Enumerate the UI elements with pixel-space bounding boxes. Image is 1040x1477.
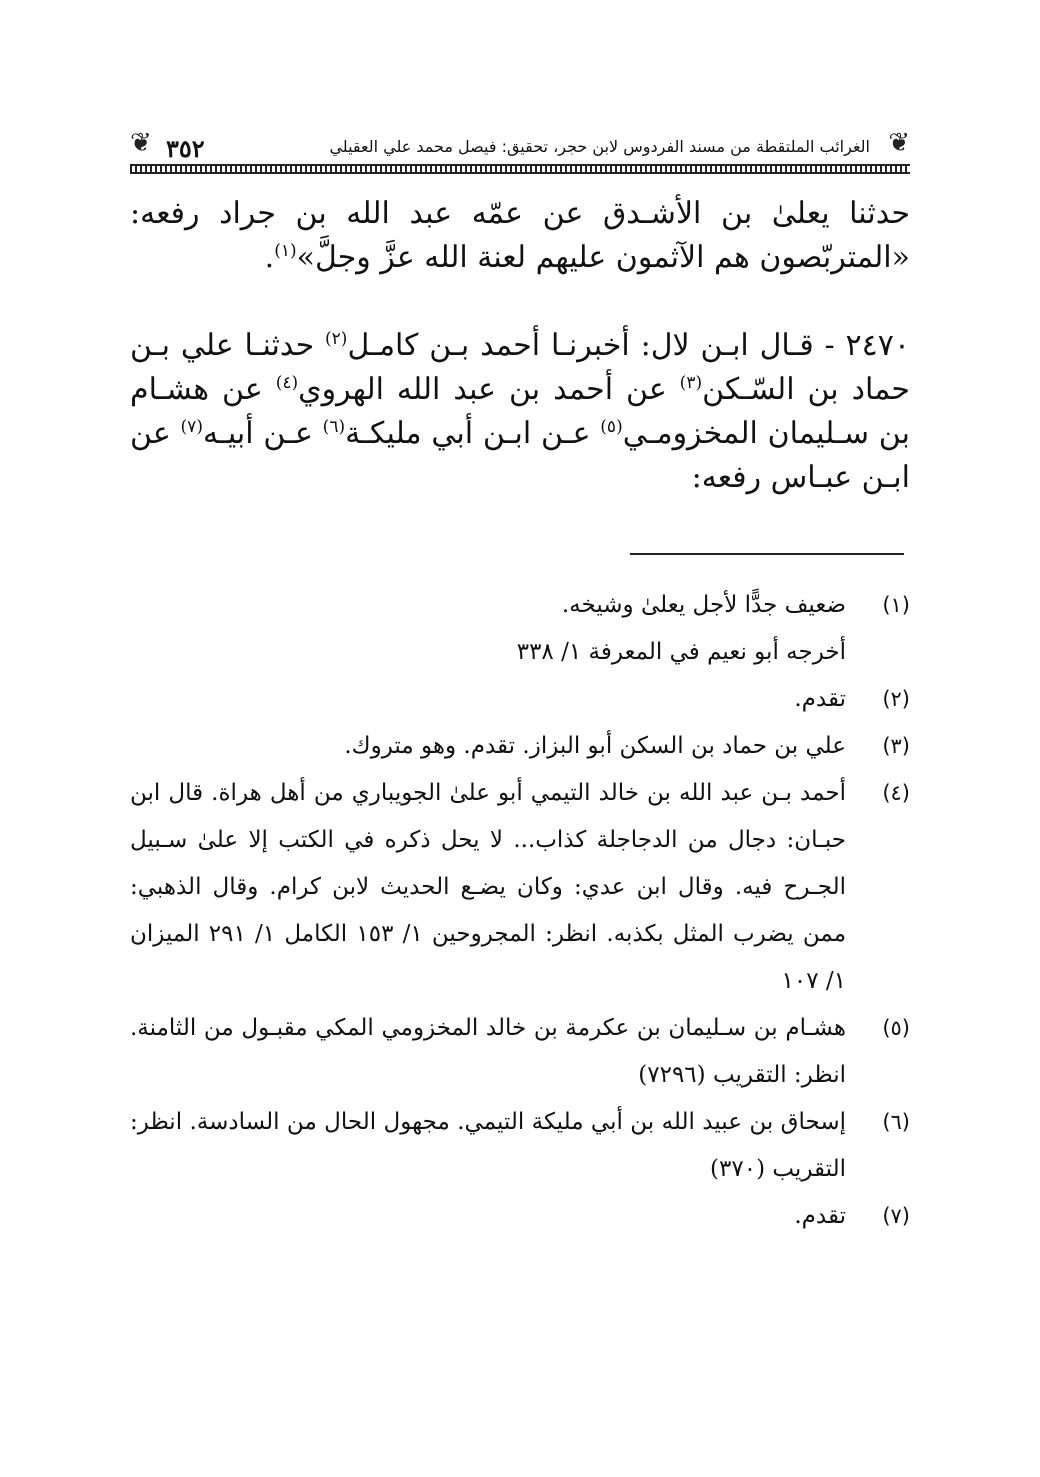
footnote-text: ضعيف جدًّا لأجل يعلىٰ وشيخه. bbox=[561, 592, 846, 618]
footnote-text: هشـام بن سـليمان بن عكرمة بن خالد المخزومي المكي مقبـول من الثامنة. انظر: التقريب (٧٢٩٦) bbox=[130, 1015, 846, 1088]
footnote-2 bbox=[130, 676, 910, 723]
footnote-7 bbox=[130, 1193, 910, 1240]
paragraph-2-seg5: عـن ابـن أبي مليكـة bbox=[345, 416, 601, 451]
footnote-text: تقدم. bbox=[794, 1203, 846, 1229]
page-header bbox=[130, 126, 910, 170]
footnote-number: (٢) bbox=[882, 687, 910, 711]
paragraph-2-seg4: عن هشـام بن سـليمان المخزومـي bbox=[130, 372, 910, 451]
footnote-number: (٤) bbox=[882, 781, 910, 805]
footnote-5 bbox=[130, 1005, 910, 1099]
footnote-4 bbox=[130, 770, 910, 1005]
footnote-ref-3: (٣) bbox=[679, 373, 703, 393]
footnote-ref-5: (٥) bbox=[600, 417, 623, 437]
paragraph-2-seg7: عن ابـن عبـاس رفعه: bbox=[130, 416, 910, 495]
footnote-number: (٧) bbox=[882, 1204, 910, 1228]
footnote-text-extra: أخرجه أبو نعيم في المعرفة ١/ ٣٣٨ bbox=[516, 639, 846, 665]
footnote-text: علي بن حماد بن السكن أبو البزاز. تقدم. وهو متروك. bbox=[344, 733, 846, 759]
footnote-1 bbox=[130, 582, 910, 676]
footnote-number: (٥) bbox=[882, 1016, 910, 1040]
paragraph-1-tail: . bbox=[264, 240, 275, 275]
paragraph-1-text: حدثنا يعلىٰ بن الأشـدق عن عمّه عبد الله بن جراد رفعه: «المتربّصون هم الآثمون عليهم لعنة الله عزَّ وجلَّ» bbox=[130, 196, 910, 275]
footnote-ref-1: (١) bbox=[274, 241, 297, 261]
ornament-right-icon: ❦ bbox=[888, 128, 910, 158]
header-divider bbox=[130, 164, 910, 174]
footnote-number: (٦) bbox=[882, 1110, 910, 1134]
ornament-left-icon: ❦ bbox=[130, 128, 152, 158]
page-number: ٣٥٢ bbox=[166, 134, 205, 163]
footnote-ref-6: (٦) bbox=[322, 417, 346, 437]
paragraph-1 bbox=[130, 192, 910, 280]
paragraph-2-seg2: حدثنـا علي بـن حماد بن السّـكن bbox=[130, 328, 910, 407]
paragraph-2-seg1: ٢٤٧٠ - قـال ابـن لال: أخبرنـا أحمد بـن كامـل bbox=[347, 328, 910, 363]
footnote-number: (١) bbox=[882, 593, 910, 617]
footnote-text: تقدم. bbox=[794, 686, 846, 712]
footnotes bbox=[130, 582, 910, 1240]
footnote-text: إسحاق بن عبيد الله بن أبي مليكة التيمي. مجهول الحال من السادسة. انظر: التقريب (٣٧٠) bbox=[130, 1109, 846, 1182]
footnote-6 bbox=[130, 1099, 910, 1193]
paragraph-2-seg6: عـن أبيـه bbox=[202, 416, 323, 451]
paragraph-2 bbox=[130, 324, 910, 500]
footnote-ref-4: (٤) bbox=[275, 373, 299, 393]
footnote-text: أحمد بـن عبد الله بن خالد التيمي أبو علىٰ الجويباري من أهل هراة. قال ابن حبـان: دجال من الدجاجلة كذاب... لا يحل ذكره في الكتب إلا علىٰ سـبيل الجـرح فيه. وقال ابن عدي: وكان يضـع الحديث لابن كرام. وقال الذهبي: ممن يضرب المثل بكذبه. انظر: المجروحين ١/ ١٥٣ الكامل ١/ ٢٩١ الميزان ١/ ١٠٧ bbox=[130, 780, 847, 994]
running-title: الغرائب الملتقطة من مسند الفردوس لابن حجر، تحقيق: فيصل محمد علي العقيلي bbox=[329, 137, 870, 156]
footnote-number: (٣) bbox=[882, 734, 910, 758]
footnote-separator bbox=[630, 553, 904, 555]
paragraph-2-seg3: عن أحمد بن عبد الله الهروي bbox=[298, 372, 680, 407]
footnote-ref-7: (٧) bbox=[180, 417, 203, 437]
main-text bbox=[130, 192, 910, 500]
footnote-3 bbox=[130, 723, 910, 770]
footnote-ref-2: (٢) bbox=[325, 329, 348, 349]
